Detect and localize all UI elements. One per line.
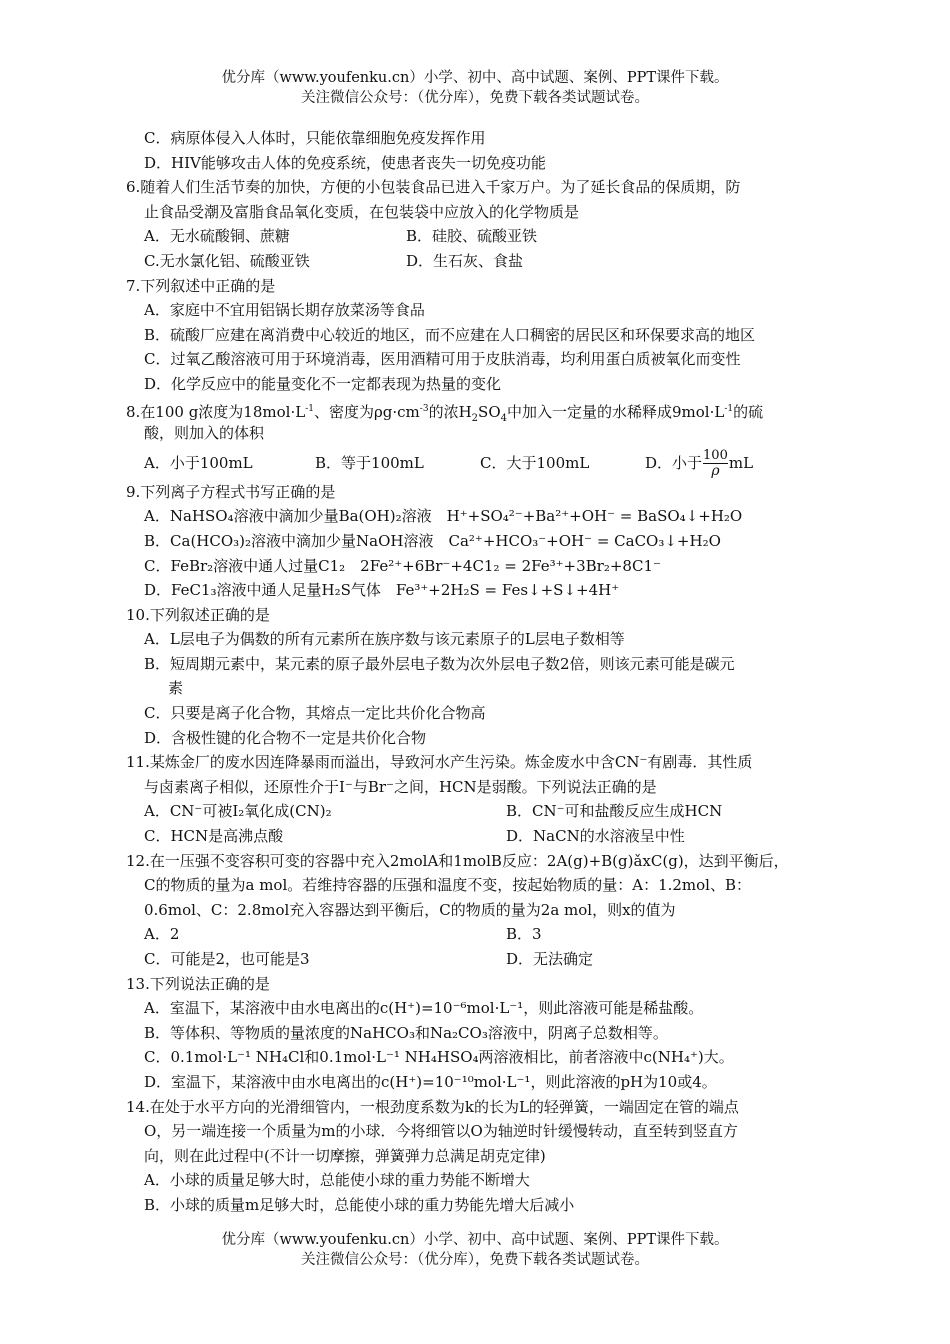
q6-stem-line-2: 止食品受潮及富脂食品氧化变质，在包装袋中应放入的化学物质是 [144,202,580,221]
q5-option-c: C．病原体侵入人体时，只能依靠细胞免疫发挥作用 [144,129,486,147]
q13-option-a: A．室温下，某溶液中由水电离出的c(H⁺)=10⁻⁶mol·L⁻¹，则此溶液可能是稀盐酸。 [144,999,704,1018]
q5-option-d: D．HIV能够攻击人体的免疫系统，使患者丧失一切免疫功能 [144,153,546,172]
q9-option-c: C．FeBr₂溶液中通人过量C1₂ 2Fe²⁺+6Br⁻+4C1₂ = 2Fe³⁺+3Br₂+8C1⁻ [144,556,661,575]
header-line-1: 优分库（www.youfenku.cn）小学、初中、高中试题、案例、PPT课件下载。 [221,70,729,86]
q11-options-row-1 [126,799,846,824]
q12-stem-line-3: 0.6mol、C：2.8mol充入容器达到平衡后，C的物质的量为2a mol，则x的值为 [144,900,676,919]
q13-option-c: C．0.1mol·L⁻¹ NH₄Cl和0.1mol·L⁻¹ NH₄HSO₄两溶液相比，前者溶液中c(NH₄⁺)大。 [144,1048,734,1067]
q6-options-row-2 [126,249,846,274]
q14-stem-line-1: 14.在处于水平方向的光滑细管内，一根劲度系数为k的长为L的轻弹簧，一端固定在管的端点 [126,1097,739,1116]
q9-stem: 9.下列离子方程式书写正确的是 [126,482,336,501]
q9-option-a: A．NaHSO₄溶液中滴加少量Ba(OH)₂溶液 H⁺+SO₄²⁻+Ba²⁺+OH⁻ = BaSO₄↓+H₂O [144,507,743,526]
q8-option-b: B．等于100mL [315,453,424,472]
fraction-100-over-rho: $\frac{100}{\rho}$ [703,448,728,480]
q11-stem-line-2: 与卤素离子相似，还原性介于I⁻与Br⁻之间，HCN是弱酸。下列说法正确的是 [144,777,657,796]
q7-option-d: D．化学反应中的能量变化不一定都表现为热量的变化 [144,374,502,393]
q7-stem: 7.下列叙述中正确的是 [126,276,276,295]
q12-option-b: B．3 [506,925,542,944]
q14-option-b: B．小球的质量m足够大时，总能使小球的重力势能先增大后减小 [144,1195,575,1214]
q10-option-d: D．含极性键的化合物不一定是共价化合物 [144,728,427,747]
q14-stem-line-2: O，另一端连接一个质量为m的小球．今将细管以O为轴逆时针缓慢转动，直至转到竖直方 [144,1122,738,1141]
q6-option-d: D．生石灰、食盐 [406,251,524,270]
q8-options-row [126,446,846,480]
q7-option-b: B．硫酸厂应建在离消费中心较近的地区，而不应建在人口稠密的居民区和环保要求高的地区 [144,325,756,344]
q8-option-c: C．大于100mL [480,453,590,472]
exam-content [126,126,846,1218]
q6-options-row-1 [126,224,846,249]
header-line-2: 关注微信公众号：（优分库），免费下载各类试题试卷。 [301,90,649,106]
page-footer [0,1230,950,1270]
q13-option-d: D．室温下，某溶液中由水电离出的c(H⁺)=10⁻¹⁰mol·L⁻¹，则此溶液的pH为10或4。 [144,1072,717,1091]
q11-option-a: A．CN⁻可被I₂氧化成(CN)₂ [144,802,332,821]
q10-option-b-line-1: B．短周期元素中，某元素的原子最外层电子数为次外层电子数2倍，则该元素可能是碳元 [144,654,735,673]
q13-stem: 13.下列说法正确的是 [126,974,270,993]
q7-option-a: A．家庭中不宜用铝锅长期存放菜汤等食品 [144,301,425,320]
footer-line-2: 关注微信公众号：（优分库），免费下载各类试题试卷。 [301,1252,649,1268]
q6-option-c: C.无水氯化铝、硫酸亚铁 [144,251,310,270]
q12-stem-line-2: C的物质的量为a mol。若维持容器的压强和温度不变，按起始物质的量：A：1.2mol、B： [144,876,752,895]
q11-option-d: D．NaCN的水溶液呈中性 [506,827,685,846]
q12-stem-line-1: 12.在一压强不变容积可变的容器中充入2molA和1molB反应：2A(g)+B(g)ǎxC(g)，达到平衡后， [126,851,789,870]
q10-option-b-line-2: 素 [168,679,184,698]
q11-option-c: C．HCN是高沸点酸 [144,827,284,846]
q8-stem-line-2: 酸，则加入的体积 [144,424,265,443]
q12-options-row-2 [126,947,846,972]
q11-option-b: B．CN⁻可和盐酸反应生成HCN [506,802,723,821]
q11-stem-line-1: 11.某炼金厂的废水因连降暴雨而溢出，导致河水产生污染。炼金废水中含CN⁻有剧毒．其性质 [126,753,753,772]
q10-option-a: A．L层电子为偶数的所有元素所在族序数与该元素原子的L层电子数相等 [144,630,625,649]
q6-stem-line-1: 6.随着人们生活节奏的加快，方便的小包装食品已进入千家万户。为了延长食品的保质期，防 [126,178,741,197]
page-header [0,68,950,108]
q9-option-b: B．Ca(HCO₃)₂溶液中滴加少量NaOH溶液 Ca²⁺+HCO₃⁻+OH⁻ = CaCO₃↓+H₂O [144,531,721,550]
q12-option-d: D．无法确定 [506,950,594,968]
q11-options-row-2 [126,824,846,849]
q10-stem: 10.下列叙述正确的是 [126,605,270,624]
q7-option-c: C．过氧乙酸溶液可用于环境消毒，医用酒精可用于皮肤消毒，均利用蛋白质被氧化而变性 [144,350,741,369]
q12-option-c: C．可能是2，也可能是3 [144,950,310,968]
q8-stem-line-1: 8.在100 g浓度为$18mol\cdot L^{-1}$、密度为$\rho g\cdot cm^{-3}$的浓$H_2SO_4$中加入一定量的水稀释成$9mol\cdot L^{-1}$的硫 [126,402,764,424]
q8-option-a: A．小于100mL [144,453,253,472]
q13-option-b: B．等体积、等物质的量浓度的NaHCO₃和Na₂CO₃溶液中，阴离子总数相等。 [144,1023,668,1042]
q14-option-a: A．小球的质量足够大时，总能使小球的重力势能不断增大 [144,1171,530,1190]
q14-stem-line-3: 向，则在此过程中(不计一切摩擦，弹簧弹力总满足胡克定律) [144,1146,546,1165]
q12-option-a: A．2 [144,925,180,944]
q6-option-a: A．无水硫酸铜、蔗糖 [144,227,290,246]
footer-line-1: 优分库（www.youfenku.cn）小学、初中、高中试题、案例、PPT课件下载。 [221,1232,729,1248]
q12-options-row-1 [126,922,846,947]
q9-option-d: D．FeC1₃溶液中通人足量H₂S气体 Fe³⁺+2H₂S = Fes↓+S↓+4H⁺ [144,581,620,600]
q6-option-b: B．硅胶、硫酸亚铁 [406,227,538,246]
q8-option-d: D．小于 $\frac{100}{\rho}$ mL [645,448,754,480]
q10-option-c: C．只要是离子化合物，其熔点一定比共价化合物高 [144,704,486,723]
